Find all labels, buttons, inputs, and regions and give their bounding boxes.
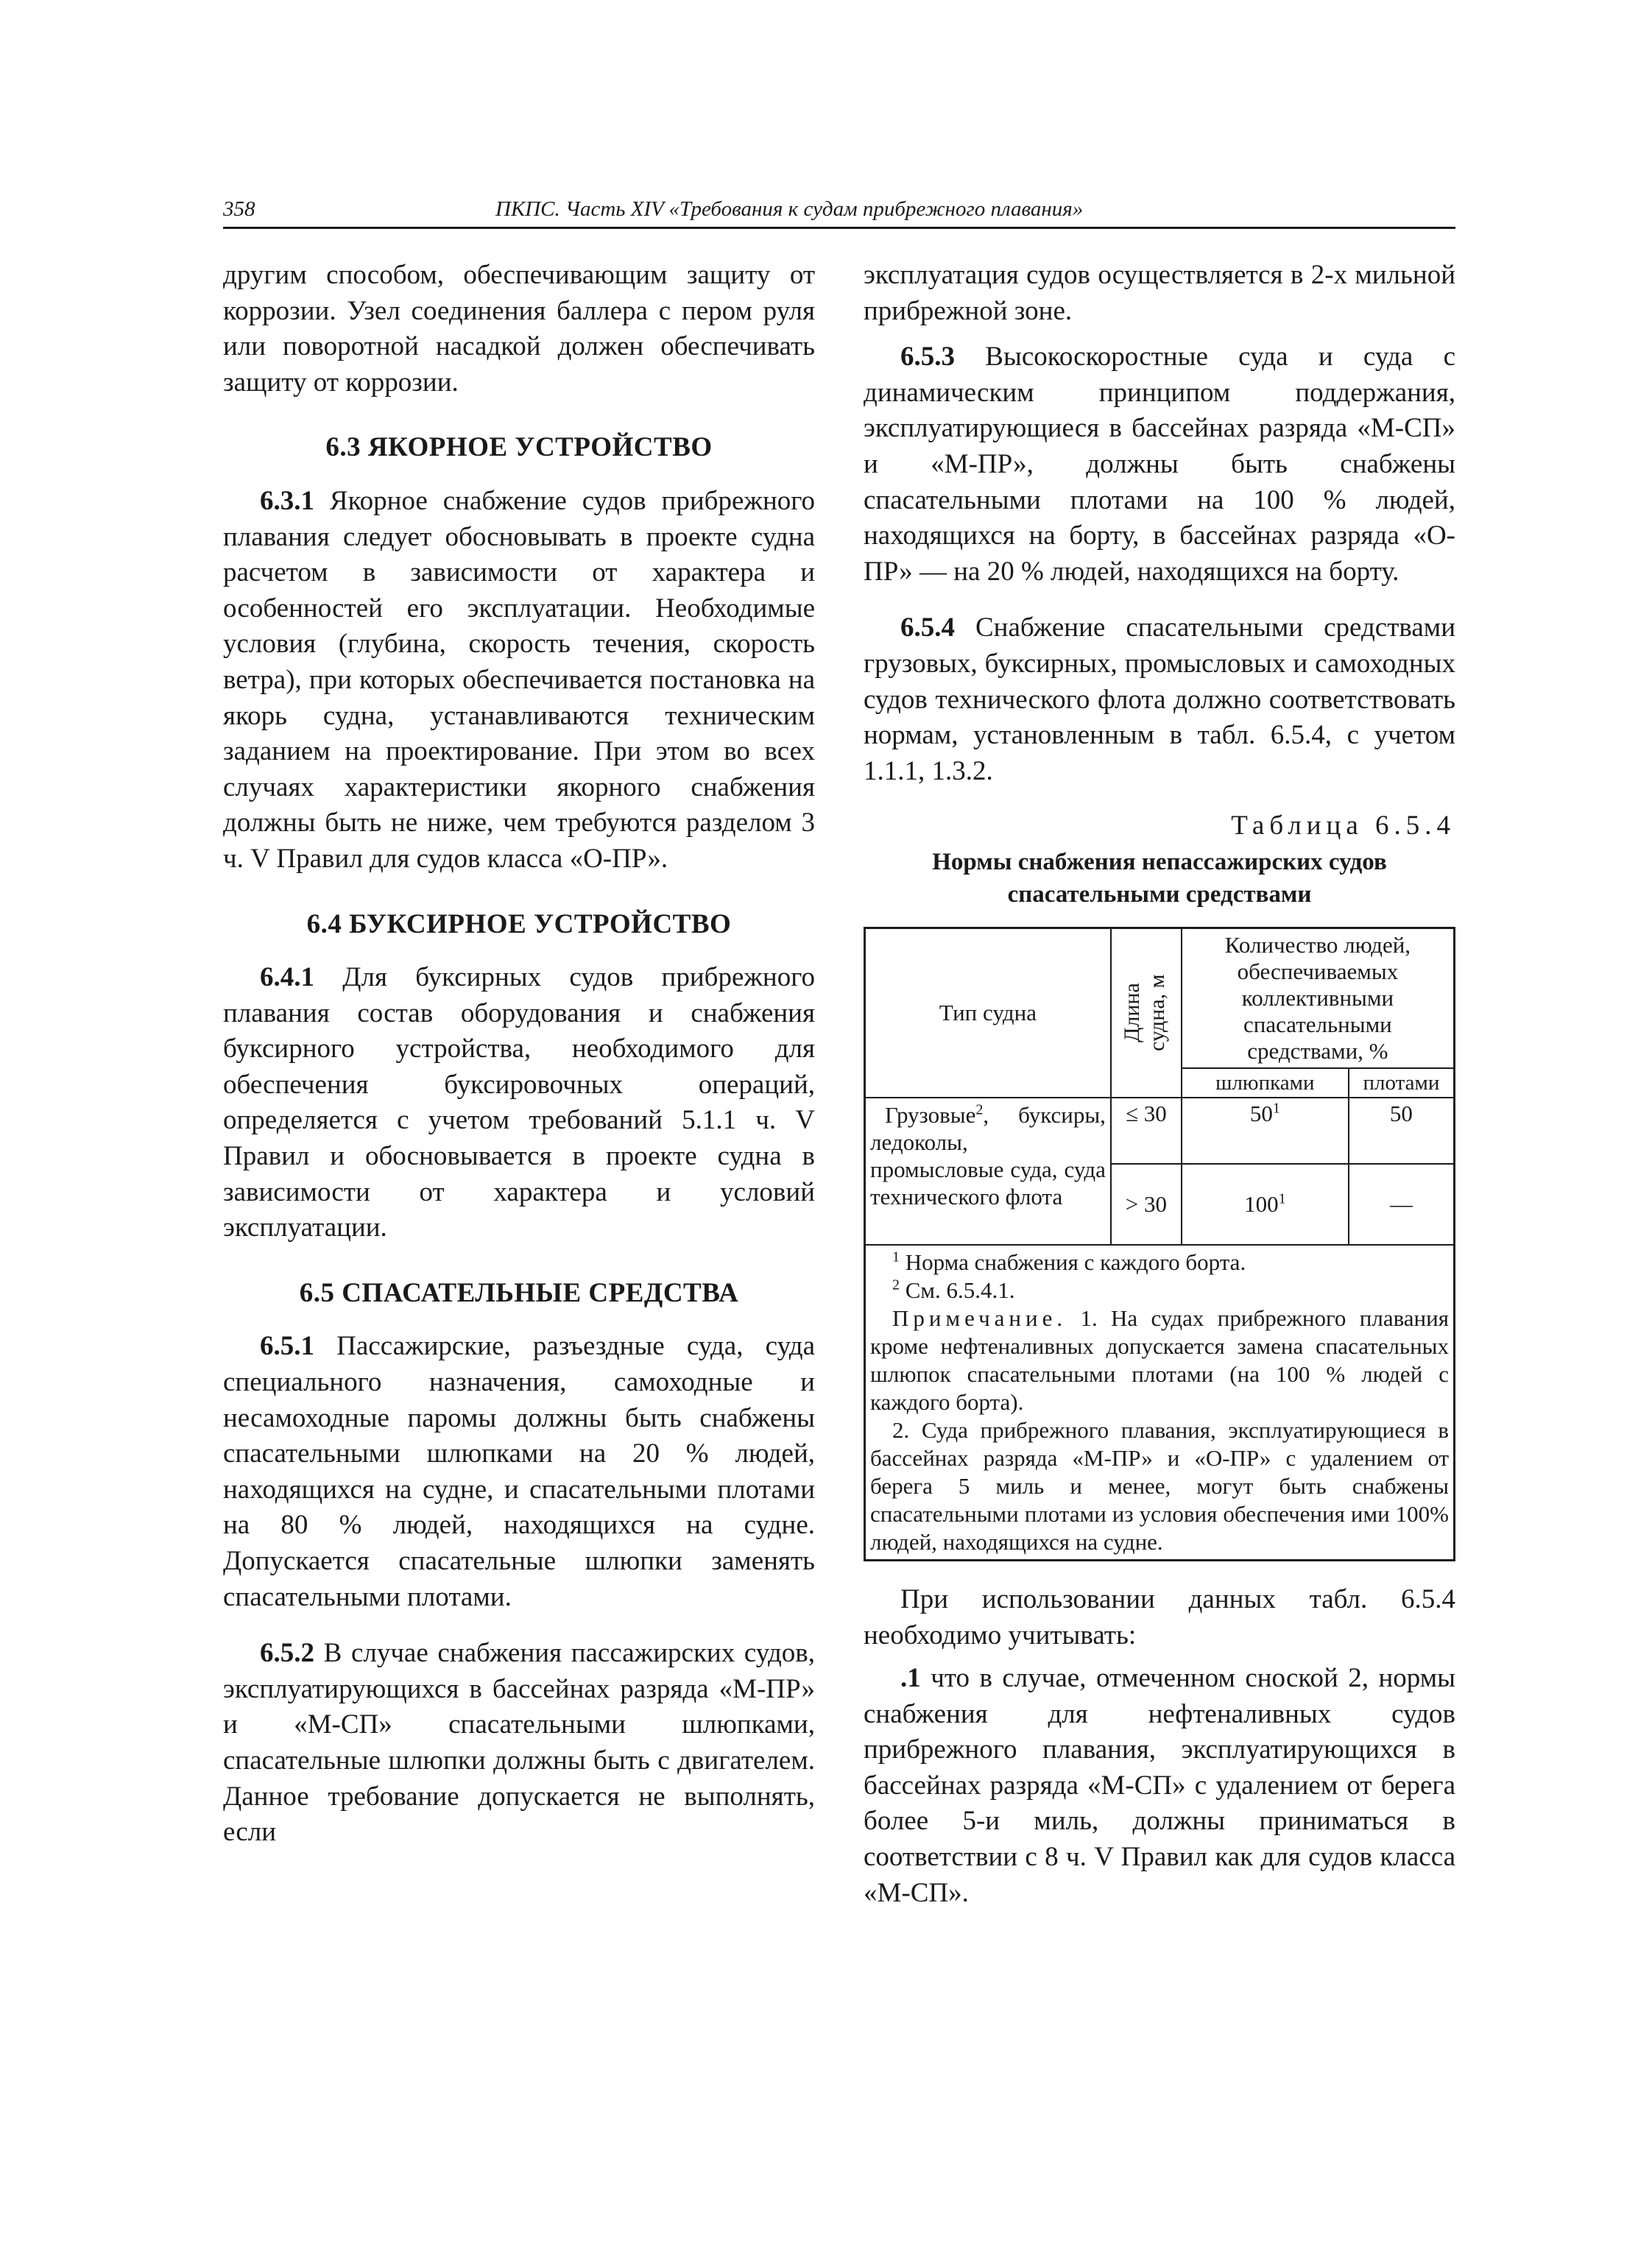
cell-ship-type (865, 1098, 1111, 1245)
table-title-line: Нормы снабжения непассажирских судов (932, 848, 1387, 875)
paragraph-6-5-4 (864, 610, 1455, 789)
table-notes (865, 1245, 1455, 1561)
section-heading-6-4: 6.4 БУКСИРНОЕ УСТРОЙСТВО (306, 908, 732, 939)
item-text: что в случае, отмеченном сноской 2, нормы снабжения для нефтеналивных судов прибрежного плавания, эксплуатирующихся в бассейнах разряда «М-СП» с удалением от берега более 5-и миль, должны приниматься в соответствии с 8 ч. V Правил как для судов класса «М-СП». (864, 1663, 1455, 1908)
paragraph-continued: другим способом, обеспечивающим защиту от коррозии. Узел соединения баллера с пером руля или поворотной насадкой должен обеспечивать защиту от коррозии. (223, 260, 815, 398)
paragraph-6-4-1 (223, 960, 815, 1246)
note-label: Примечание. (892, 1304, 1067, 1331)
footnote-ref: 1 (1272, 1100, 1280, 1117)
section-heading-6-3: 6.3 ЯКОРНОЕ УСТРОЙСТВО (325, 432, 713, 463)
footnote-mark: 1 (892, 1249, 900, 1265)
clause-text: В случае снабжения пассажирских судов, эксплуатирующихся в бассейнах разряда «М-ПР» и «М-СП» спасательными шлюпками, спасательные шлюпки должны быть с двигателем. Данное требование допускается не выполнять, если (223, 1638, 815, 1848)
header-ship-length-text: Длина судна, м (1119, 974, 1169, 1052)
footnote-1 (870, 1249, 1449, 1276)
clause-number: 6.4.1 (260, 962, 314, 993)
cell-rafts-2: — (1349, 1164, 1455, 1245)
note-1 (870, 1304, 1449, 1416)
table-title (864, 846, 1455, 911)
running-title: ПКПС. Часть XIV «Требования к судам прибрежного плавания» (495, 197, 1084, 221)
cell-boats-2 (1182, 1164, 1349, 1245)
paragraph-6-3-1 (223, 484, 815, 877)
ship-type-text: Грузовые (885, 1101, 976, 1128)
clause-number: 6.3.1 (260, 485, 314, 516)
note-text: 1. На судах прибрежного плавания кроме нефтеналивных допускается замена спасательных шлюпок спасательными плотами (на 100 % людей с каждого борта). (870, 1304, 1449, 1415)
clause-text: Для буксирных судов прибрежного плавания состав оборудования и снабжения буксирного устройства, необходимого для обеспечения буксировочных операций, определяется с учетом требований 5.1.1 ч. V Правил и обосновывается в проекте судна в зависимости от характера и условий эксплуатации. (223, 962, 815, 1243)
paragraph-continued: эксплуатация судов осуществляется в 2-х мильной прибрежной зоне. (864, 260, 1455, 326)
cell-boats-1 (1182, 1098, 1349, 1164)
header-ship-length (1111, 928, 1182, 1098)
left-column (223, 258, 815, 1851)
norms-table (864, 927, 1455, 1561)
clause-number: 6.5.2 (260, 1638, 314, 1669)
header-rafts: плотами (1349, 1068, 1455, 1098)
paragraph-6-5-1 (223, 1329, 815, 1615)
item-number: .1 (900, 1663, 921, 1694)
clause-text: Пассажирские, разъездные суда, суда специального назначения, самоходные и несамоходные паромы должны быть снабжены спасательными шлюпками на 20 % людей, находящихся на судне, и спасательными плотами на 80 % людей, находящихся на судне. Допускается спасательные шлюпки заменять спасательными плотами. (223, 1331, 815, 1612)
section-heading-6-5: 6.5 СПАСАТЕЛЬНЫЕ СРЕДСТВА (299, 1277, 739, 1308)
footnote-ref: 2 (975, 1101, 984, 1118)
footnote-2 (870, 1276, 1449, 1304)
table-title-line: спасательными средствами (1007, 880, 1312, 908)
header-ship-type: Тип судна (865, 928, 1111, 1098)
list-item-1 (864, 1661, 1455, 1911)
cell-value: 100 (1244, 1190, 1279, 1217)
table-label: Таблица 6.5.4 (1231, 811, 1455, 841)
clause-text: Снабжение спасательными средствами грузовых, буксирных, промысловых и самоходных судов технического флота должно соответствовать нормам, установленным в табл. 6.5.4, с учетом 1.1.1, 1.3.2. (864, 612, 1455, 786)
cell-length-2: > 30 (1111, 1164, 1182, 1245)
paragraph-6-5-2 (223, 1636, 815, 1851)
clause-number: 6.5.3 (900, 342, 955, 372)
cell-rafts-1: 50 (1349, 1098, 1455, 1164)
clause-text: Высокоскоростные суда и суда с динамическим принципом поддержания, эксплуатирующиеся в бассейнах разряда «М-СП» и «М-ПР», должны быть снабжены спасательными плотами на 100 % людей, находящихся на борту, в бассейнах разряда «О-ПР» — на 20 % людей, находящихся на борту. (864, 342, 1455, 587)
cell-value: 50 (1249, 1100, 1273, 1126)
footnote-text: См. 6.5.4.1. (900, 1276, 1015, 1303)
page-header (223, 193, 1455, 229)
clause-number: 6.5.1 (260, 1331, 314, 1362)
footnote-text: Норма снабжения с каждого борта. (900, 1249, 1246, 1275)
paragraph-after-table: При использовании данных табл. 6.5.4 необходимо учитывать: (864, 1583, 1455, 1650)
cell-length-1: ≤ 30 (1111, 1098, 1182, 1164)
clause-number: 6.5.4 (900, 612, 955, 643)
header-boats: шлюпками (1182, 1068, 1349, 1098)
ship-type-text: , буксиры, ледоколы, промысловые суда, суда технического флота (870, 1101, 1106, 1210)
paragraph-6-5-3 (864, 339, 1455, 590)
right-column (864, 258, 1455, 1911)
header-people-count: Количество людей, обеспечиваемых коллективными спасательными средствами, % (1182, 928, 1455, 1068)
note-2: 2. Суда прибрежного плавания, эксплуатирующиеся в бассейнах разряда «М-ПР» и «О-ПР» с удалением от берега 5 миль и менее, могут быть снабжены спасательными плотами из условия обеспечения ими 100% людей, находящихся на судне. (870, 1416, 1449, 1555)
footnote-mark: 2 (892, 1276, 900, 1293)
page-number: 358 (223, 197, 255, 221)
clause-text: Якорное снабжение судов прибрежного плавания следует обосновывать в проекте судна расчетом в зависимости от характера и особенностей его эксплуатации. Необходимые условия (глубина, скорость течения, скорость ветра), при которых обеспечивается постановка на якорь судна, устанавливаются техническим заданием на проектирование. При этом во всех случаях характеристики якорного снабжения должны быть не ниже, чем требуются разделом 3 ч. V Правил для судов класса «О-ПР». (223, 485, 815, 874)
footnote-ref: 1 (1278, 1190, 1286, 1207)
